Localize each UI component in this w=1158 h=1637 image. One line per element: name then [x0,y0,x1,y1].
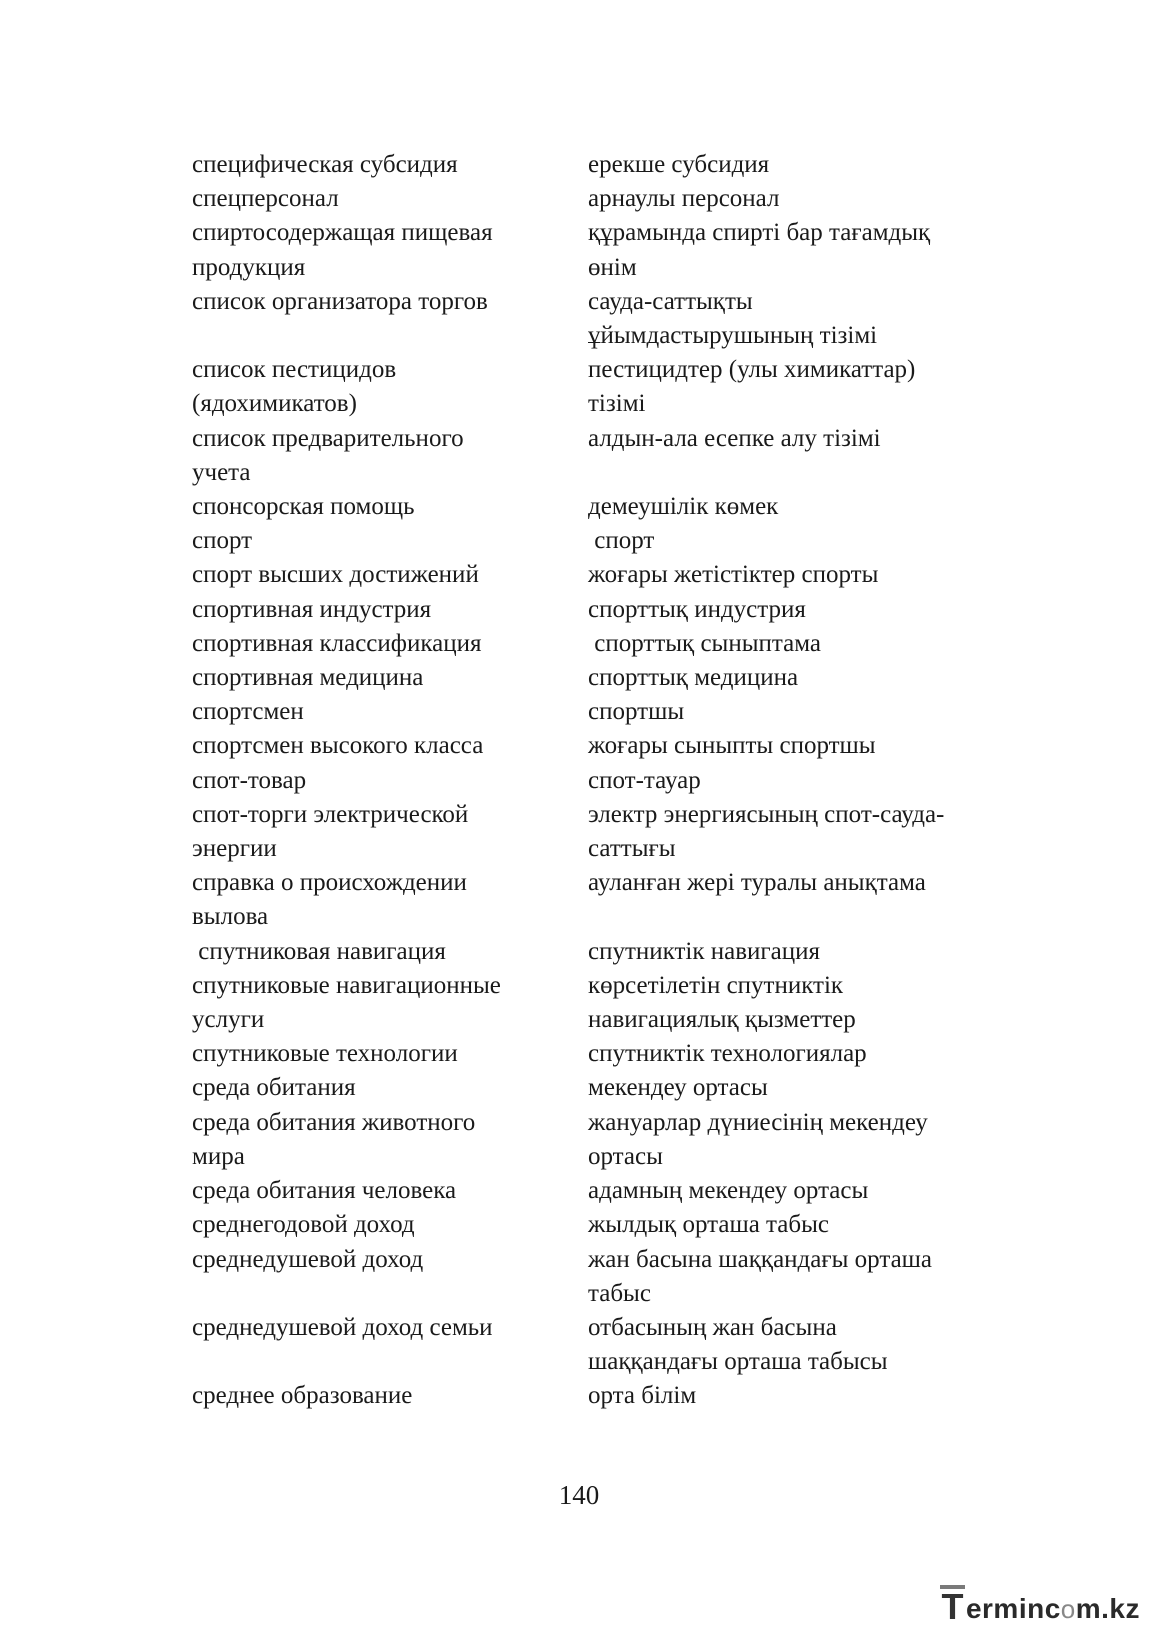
glossary-row [192,422,1012,490]
russian-term: спиртосодержащая пищевая продукция [192,219,493,281]
kazakh-term: спутниктік навигация [588,937,821,965]
kazakh-term: спорттық медицина [588,664,799,692]
kazakh-term: спорттық сыныптама [588,629,821,657]
kazakh-term: демеушілік көмек [588,493,779,521]
kazakh-term: арнаулы персонал [588,185,780,213]
watermark-part-1: erminc [965,1593,1061,1624]
glossary-row [192,285,1012,353]
russian-term: среднее образование [192,1382,413,1410]
kazakh-term: жануарлар дүниесінің мекендеу ортасы [588,1108,928,1170]
glossary-row [192,1208,1012,1242]
glossary-row [192,627,1012,661]
kazakh-term: құрамында спирті бар тағамдық өнім [588,219,931,281]
russian-term: список организатора торгов [192,287,488,315]
russian-term: спортивная медицина [192,664,424,692]
magnifier-icon: o [1060,1594,1076,1624]
russian-term: спот-товар [192,766,307,794]
watermark-t: T [941,1586,964,1627]
kazakh-term: спорттық индустрия [588,595,806,623]
glossary-row [192,1106,1012,1174]
glossary-row [192,1311,1012,1379]
glossary-row [192,661,1012,695]
glossary-row [192,1174,1012,1208]
russian-term: среда обитания [192,1074,356,1102]
russian-term: среднедушевой доход [192,1245,424,1273]
russian-term: среда обитания человека [192,1177,457,1205]
russian-term: спутниковые технологии [192,1040,458,1068]
glossary-row [192,353,1012,421]
russian-term: спорт [192,527,253,555]
kazakh-term: мекендеу ортасы [588,1074,768,1102]
russian-term: список предварительного учета [192,424,464,486]
glossary-row [192,490,1012,524]
kazakh-term: спортшы [588,698,685,726]
glossary-row [192,764,1012,798]
kazakh-term: орта білім [588,1382,697,1410]
russian-term: спортсмен высокого класса [192,732,484,760]
glossary-row [192,524,1012,558]
russian-term: спортсмен [192,698,304,726]
kazakh-term: жоғары сыныпты спортшы [588,732,876,760]
kazakh-term: отбасының жан басына шаққандағы орташа табысы [588,1313,888,1376]
glossary-row [192,593,1012,627]
kazakh-term: көрсетілетін спутниктік навигациялық қызметтер [588,971,856,1034]
russian-term: среднедушевой доход семьи [192,1313,493,1341]
glossary-row [192,969,1012,1037]
kazakh-term: спот-тауар [588,766,701,794]
watermark-part-2: m.kz [1075,1593,1140,1624]
russian-term: спецперсонал [192,185,339,213]
glossary-row [192,182,1012,216]
russian-term: спот-торги электрической энергии [192,800,469,863]
russian-term: спорт высших достижений [192,561,479,589]
glossary-row [192,866,1012,934]
russian-term: спутниковая навигация [192,937,446,965]
glossary-row [192,1243,1012,1311]
glossary-row [192,216,1012,284]
russian-term: спортивная классификация [192,629,482,657]
glossary-row [192,935,1012,969]
russian-term: спонсорская помощь [192,493,415,521]
termincom-watermark-logo [940,1581,1140,1625]
glossary-row [192,148,1012,182]
russian-term: список пестицидов (ядохимикатов) [192,356,397,418]
kazakh-term: адамның мекендеу ортасы [588,1177,869,1205]
glossary-row [192,695,1012,729]
kazakh-term: ауланған жері туралы анықтама [588,869,926,897]
russian-term: специфическая субсидия [192,151,458,178]
page-number: 140 [558,1480,600,1510]
kazakh-term: алдын-ала есепке алу тізімі [588,424,881,452]
kazakh-term: жоғары жетістіктер спорты [588,561,879,589]
russian-term: спутниковые навигационные услуги [192,971,501,1034]
kazakh-term: электр энергиясының спот-сауда- саттығы [588,800,945,863]
glossary-table [192,148,1012,1414]
glossary-row [192,1379,1012,1413]
russian-term: среда обитания животного мира [192,1108,476,1170]
kazakh-term: жылдық орташа табыс [588,1211,829,1239]
russian-term: среднегодовой доход [192,1211,415,1239]
kazakh-term: жан басына шаққандағы орташа табыс [588,1245,933,1307]
kazakh-term: сауда-саттықты ұйымдастырушының тізімі [588,287,878,350]
kazakh-term: ерекше субсидия [588,151,770,178]
kazakh-term: спорт [588,527,655,555]
glossary-row [192,1037,1012,1071]
russian-term: справка о происхождении вылова [192,869,467,931]
glossary-row [192,1071,1012,1105]
glossary-row [192,558,1012,592]
kazakh-term: пестицидтер (улы химикаттар) тізімі [588,356,916,418]
glossary-row [192,798,1012,866]
glossary-row [192,729,1012,763]
kazakh-term: спутниктік технологиялар [588,1040,867,1068]
russian-term: спортивная индустрия [192,595,432,623]
